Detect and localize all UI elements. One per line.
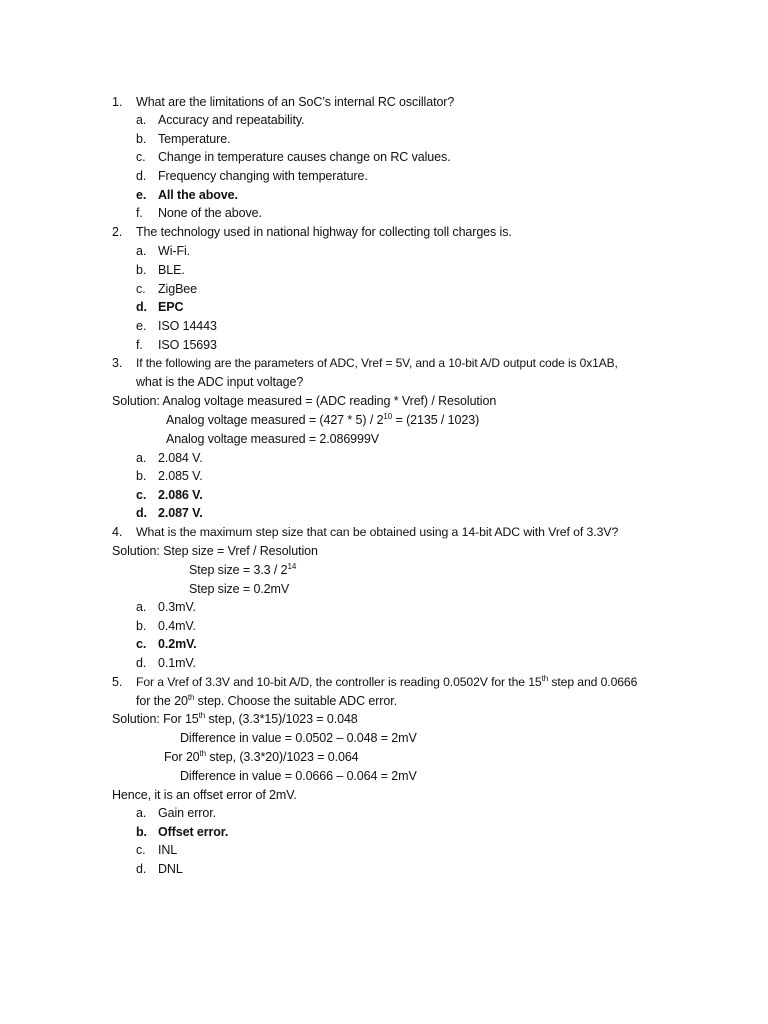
option-letter: b. bbox=[136, 132, 147, 146]
option-letter: b. bbox=[136, 825, 147, 839]
question-number: 2. bbox=[112, 225, 123, 239]
option-text: Accuracy and repeatability. bbox=[158, 113, 305, 127]
question-number: 3. bbox=[112, 356, 123, 370]
option-text: ISO 15693 bbox=[158, 338, 217, 352]
option-text: Gain error. bbox=[158, 806, 216, 820]
option-letter: c. bbox=[136, 637, 147, 651]
option-letter: c. bbox=[136, 150, 146, 164]
question-text: The technology used in national highway for collecting toll charges is. bbox=[136, 225, 512, 239]
option-text: All the above. bbox=[158, 188, 238, 202]
option-text: BLE. bbox=[158, 263, 185, 277]
option-letter: d. bbox=[136, 169, 147, 183]
option-letter: a. bbox=[136, 451, 147, 465]
option-letter: d. bbox=[136, 656, 147, 670]
option-text: 0.2mV. bbox=[158, 637, 197, 651]
option-text: ISO 14443 bbox=[158, 319, 217, 333]
option-letter: e. bbox=[136, 319, 147, 333]
solution-5-line-2: Difference in value = 0.0502 – 0.048 = 2mV bbox=[180, 731, 417, 745]
option-text: 0.1mV. bbox=[158, 656, 196, 670]
solution-3-line-2: Analog voltage measured = $(427 * 5) / 2^{10} = (2135 / 1023)$ bbox=[166, 412, 480, 427]
solution-3-line-3: Analog voltage measured = 2.086999V bbox=[166, 432, 379, 446]
solution-5-line-3: For 20th step, (3.3*20)/1023 = 0.064 bbox=[164, 749, 359, 764]
question-text: What is the maximum step size that can be obtained using a 14-bit ADC with Vref of 3.3V? bbox=[136, 525, 619, 539]
option-text: 2.086 V. bbox=[158, 488, 203, 502]
option-text: INL bbox=[158, 843, 178, 857]
option-letter: a. bbox=[136, 806, 147, 820]
option-text: 0.4mV. bbox=[158, 619, 196, 633]
question-number: 5. bbox=[112, 675, 123, 689]
solution-5-line-1: Solution: For 15th step, (3.3*15)/1023 = 0.048 bbox=[112, 711, 358, 726]
option-letter: c. bbox=[136, 282, 146, 296]
option-letter: d. bbox=[136, 300, 147, 314]
option-text: ZigBee bbox=[158, 282, 198, 296]
question-number: 4. bbox=[112, 525, 123, 539]
option-letter: a. bbox=[136, 600, 147, 614]
option-letter: f. bbox=[136, 206, 143, 220]
option-letter: c. bbox=[136, 488, 147, 502]
question-text: for the 20th step. Choose the suitable ADC error. bbox=[136, 693, 397, 708]
option-text: Offset error. bbox=[158, 825, 229, 839]
option-text: None of the above. bbox=[158, 206, 262, 220]
option-text: 2.085 V. bbox=[158, 469, 203, 483]
solution-4-line-3: Step size = 0.2mV bbox=[189, 582, 290, 596]
option-text: 2.087 V. bbox=[158, 506, 203, 520]
option-text: Frequency changing with temperature. bbox=[158, 169, 368, 183]
question-text: what is the ADC input voltage? bbox=[136, 375, 304, 389]
solution-3-line-1: Solution: Analog voltage measured = (ADC reading * Vref) / Resolution bbox=[112, 394, 497, 408]
question-text: What are the limitations of an SoC’s internal RC oscillator? bbox=[136, 95, 455, 109]
option-letter: d. bbox=[136, 862, 147, 876]
solution-4-line-2: Step size = $3.3 / 2^{14}$ bbox=[189, 562, 297, 577]
question-number: 1. bbox=[112, 95, 123, 109]
option-letter: d. bbox=[136, 506, 147, 520]
option-letter: a. bbox=[136, 113, 147, 127]
option-letter: b. bbox=[136, 469, 147, 483]
solution-5-conclusion: Hence, it is an offset error of 2mV. bbox=[112, 788, 297, 802]
option-text: 2.084 V. bbox=[158, 451, 203, 465]
option-text: Wi-Fi. bbox=[158, 244, 191, 258]
option-letter: f. bbox=[136, 338, 143, 352]
option-letter: a. bbox=[136, 244, 147, 258]
question-text: For a Vref of 3.3V and 10-bit A/D, the controller is reading 0.0502V for the 15th step and 0.0666 bbox=[136, 674, 638, 689]
option-text: EPC bbox=[158, 300, 184, 314]
option-letter: b. bbox=[136, 619, 147, 633]
option-letter: b. bbox=[136, 263, 147, 277]
option-text: 0.3mV. bbox=[158, 600, 196, 614]
option-letter: e. bbox=[136, 188, 147, 202]
question-text: If the following are the parameters of ADC, Vref = 5V, and a 10-bit A/D output code is 0x1AB, bbox=[136, 356, 618, 370]
option-text: Temperature. bbox=[158, 132, 231, 146]
option-text: Change in temperature causes change on RC values. bbox=[158, 150, 451, 164]
option-letter: c. bbox=[136, 843, 146, 857]
solution-5-line-4: Difference in value = 0.0666 – 0.064 = 2mV bbox=[180, 769, 417, 783]
solution-4-line-1: Solution: Step size = Vref / Resolution bbox=[112, 544, 318, 558]
option-text: DNL bbox=[158, 862, 183, 876]
